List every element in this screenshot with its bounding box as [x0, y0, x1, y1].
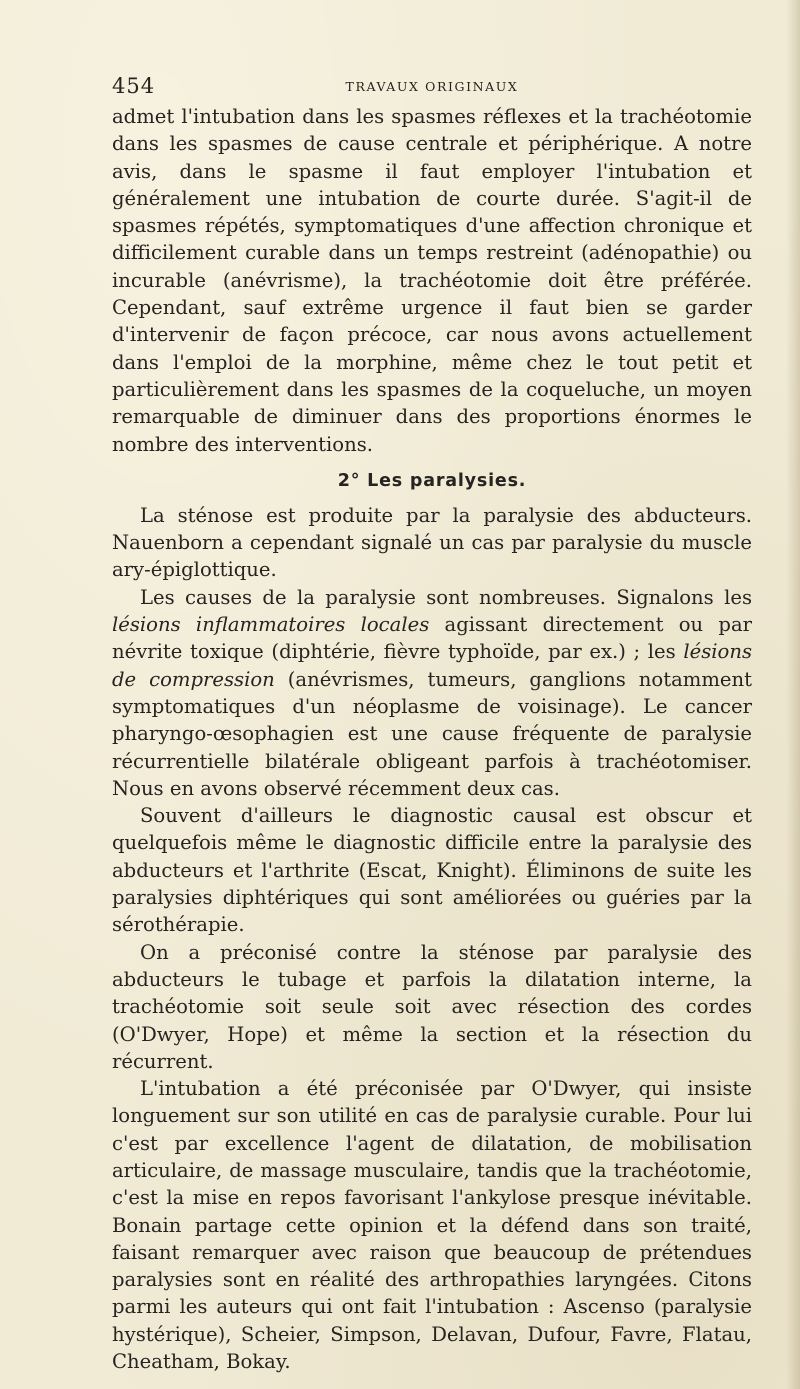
causes-text-2: agissant directement ou par névrite toxique (diphtérie, fièvre typhoïde, par ex.) ; les	[112, 613, 752, 664]
causes-text-3: (anévrismes, tumeurs, ganglions notamment symptomatiques d'un néoplasme de voisinage). Le cancer pharyngo-œsophagien est une cause fréquente de paralysie récurrentielle bilatérale obligeant parfois à trachéotomiser. Nous en avons observé récemment deux cas.	[112, 667, 753, 800]
section-heading: 2° Les paralysies.	[337, 470, 527, 491]
paragraph-intubation: L'intubation a été préconisée par O'Dwyer, qui insiste longuement sur son utilité en cas de paralysie curable. Pour lui c'est par excellence l'agent de dilatation, de mobilisation articulaire, de massage musculaire, tandis que la trachéotomie, c'est la mise en repos favorisant l'ankylose presque inévitable. Bonain partage cette opinion et la défend dans son traité, faisant remarquer avec raison que beaucoup de prétendues paralysies sont en réalité des arthropathies laryngées. Citons parmi les auteurs qui ont fait l'intubation : Ascenso (paralysie hystérique), Scheier, Simpson, Delavan, Dufour, Favre, Flatau, Cheatham, Bokay.	[112, 1077, 752, 1374]
body-text	[112, 103, 752, 1375]
paragraph-causes	[112, 584, 752, 802]
causes-italic-inflammatory: lésions inflammatoires locales	[112, 613, 430, 637]
causes-italic-compression: lésions de compression	[112, 640, 752, 691]
page-header	[112, 74, 752, 104]
paragraph-continuation: admet l'intubation dans les spasmes réflexes et la trachéotomie dans les spasmes de cause centrale et périphérique. A notre avis, dans le spasme il faut employer l'intubation et généralement une intubation de courte durée. S'agit-il de spasmes répétés, symptomatiques d'une affection chronique et difficilement curable dans un temps restreint (adénopathie) ou incurable (anévrisme), la trachéotomie doit être préférée. Cependant, sauf extrême urgence il faut bien se garder d'intervenir de façon précoce, car nous avons actuellement dans l'emploi de la morphine, même chez le tout petit et particulièrement dans les spasmes de la coqueluche, un moyen remarquable de diminuer dans des proportions énormes le nombre des interventions.	[112, 105, 752, 456]
paragraph-treatment: On a préconisé contre la sténose par paralysie des abducteurs le tubage et parfois la dilatation interne, la trachéotomie soit seule soit avec résection des cordes (O'Dwyer, Hope) et même la section et la résection du récurrent.	[112, 940, 752, 1073]
page-edge-shadow	[786, 0, 800, 1389]
paragraph-stenosis: La sténose est produite par la paralysie des abducteurs. Nauenborn a cependant signalé un cas par paralysie du muscle ary-épiglottique.	[112, 503, 752, 582]
paragraph-diagnosis: Souvent d'ailleurs le diagnostic causal est obscur et quelquefois même le diagnostic difficile entre la paralysie des abducteurs et l'arthrite (Escat, Knight). Éliminons de suite les paralysies diphtériques qui sont améliorées ou guéries par la sérothérapie.	[112, 804, 752, 937]
running-title: TRAVAUX ORIGINAUX	[345, 79, 519, 94]
page-number: 454	[112, 74, 156, 98]
causes-text-1: Les causes de la paralysie sont nombreuses. Signalons les	[140, 585, 752, 609]
